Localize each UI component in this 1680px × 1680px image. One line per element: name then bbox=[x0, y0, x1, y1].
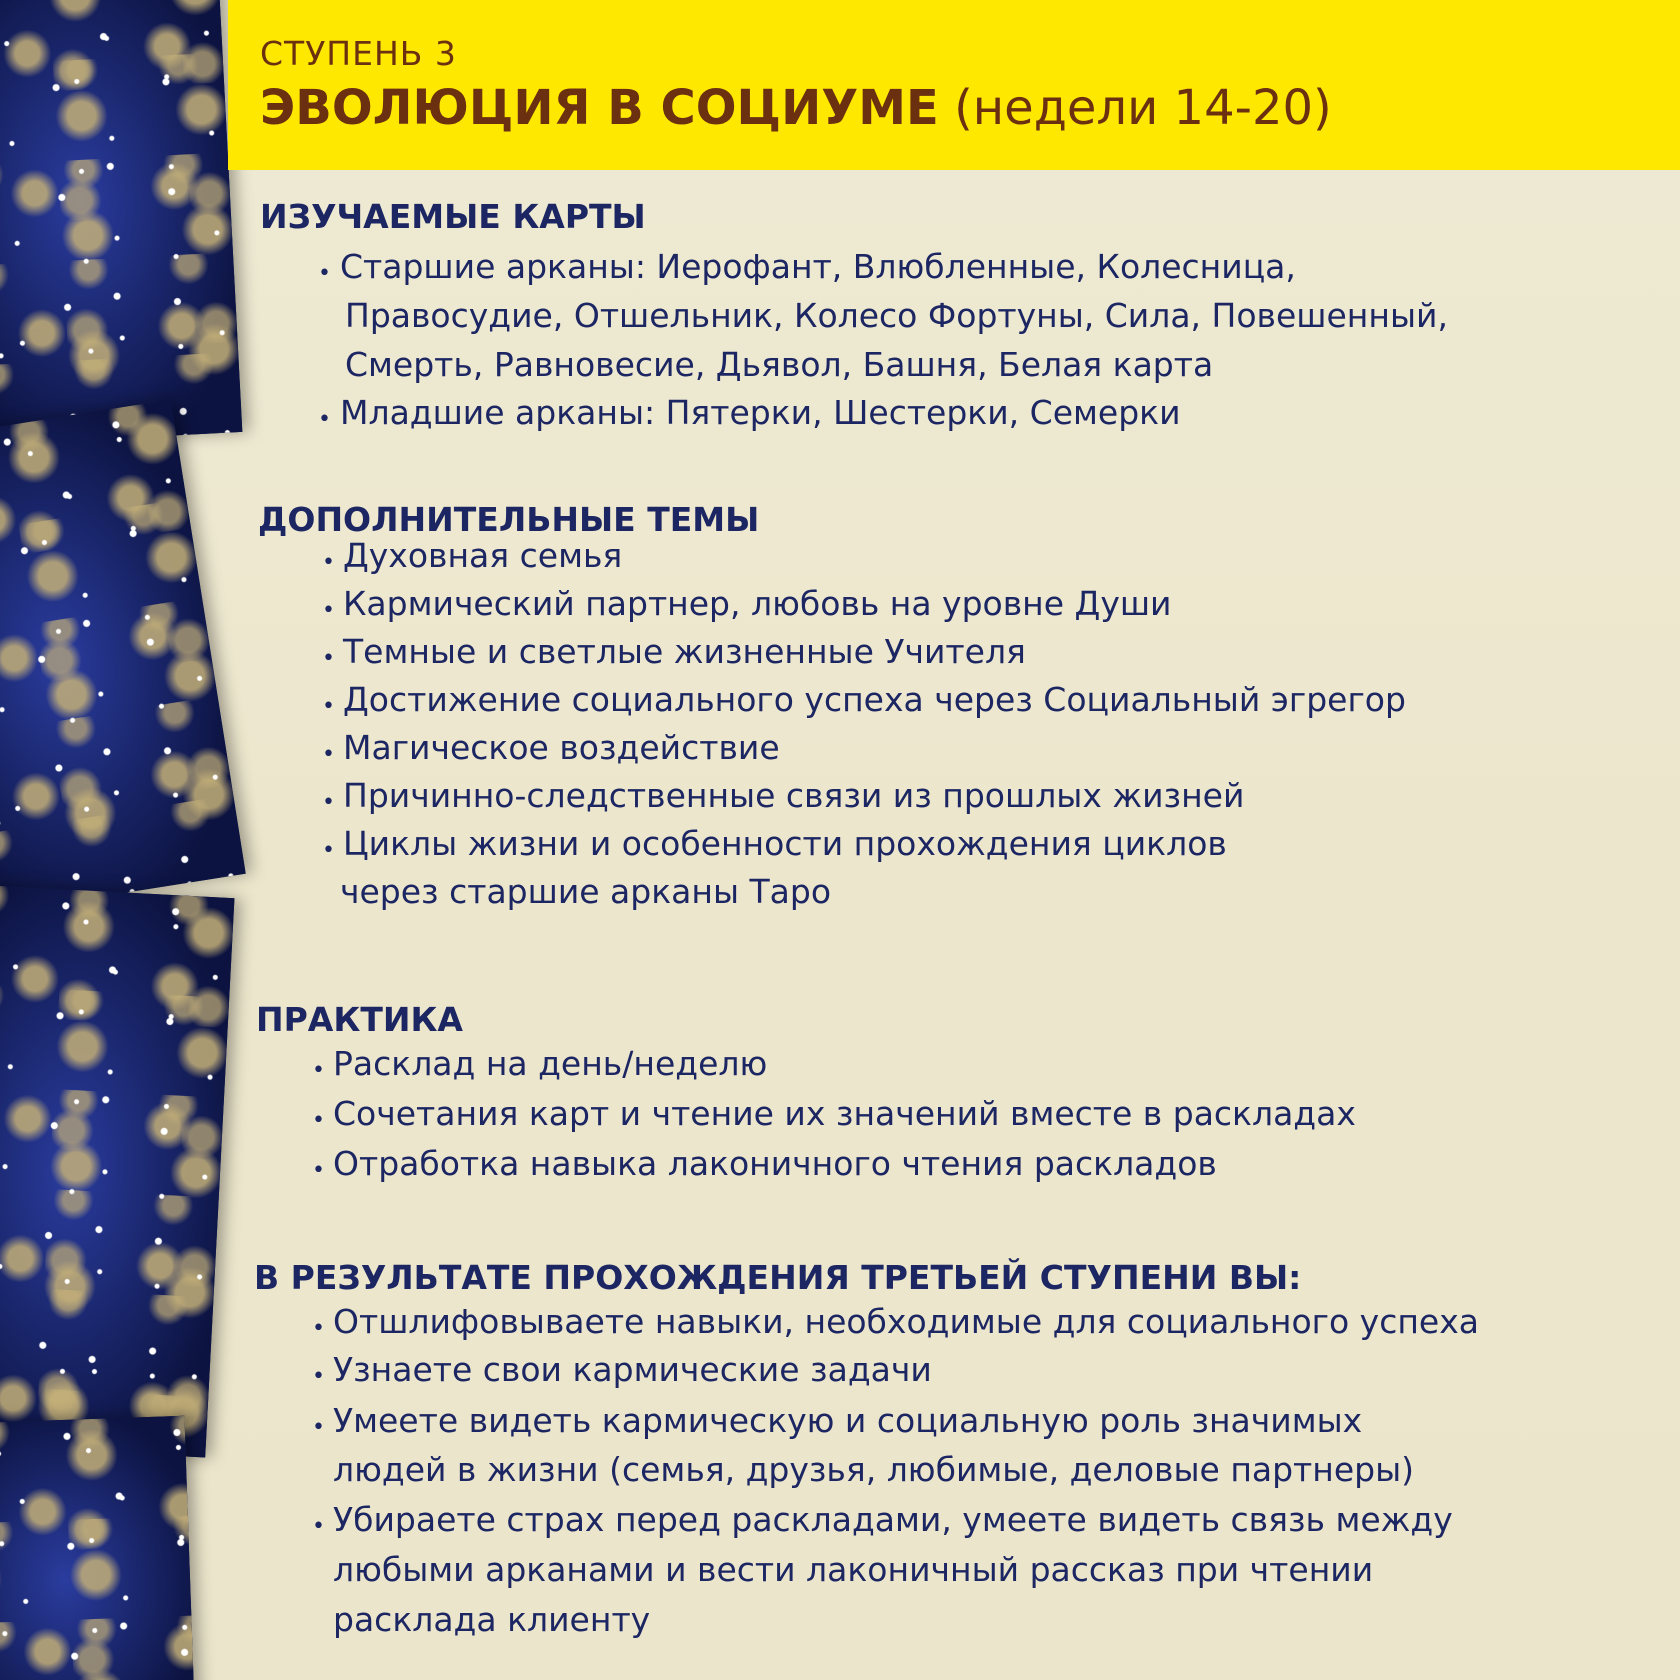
list-item: Сочетания карт и чтение их значений вместе в раскладах bbox=[333, 1094, 1356, 1133]
bullet-icon: • bbox=[322, 550, 335, 575]
list-item: Расклад на день/неделю bbox=[333, 1044, 768, 1083]
star-card-2 bbox=[0, 399, 246, 920]
bullet-icon: • bbox=[322, 694, 335, 719]
list-item-continuation: Правосудие, Отшельник, Колесо Фортуны, Сила, Повешенный, bbox=[345, 296, 1448, 335]
title-weeks: (недели 14-20) bbox=[954, 80, 1332, 136]
list-item-continuation: Смерть, Равновесие, Дьявол, Башня, Белая карта bbox=[345, 345, 1214, 384]
star-card-4 bbox=[0, 1416, 196, 1680]
bullet-icon: • bbox=[318, 407, 331, 432]
bullet-icon: • bbox=[318, 261, 331, 286]
bullet-icon: • bbox=[312, 1108, 325, 1133]
title-main: ЭВОЛЮЦИЯ В СОЦИУМЕ bbox=[260, 80, 939, 136]
list-item: Убираете страх перед раскладами, умеете видеть связь между bbox=[333, 1500, 1453, 1539]
bullet-icon: • bbox=[312, 1058, 325, 1083]
list-item: Кармический партнер, любовь на уровне Души bbox=[343, 584, 1172, 623]
star-pattern-decoration bbox=[0, 0, 300, 1680]
page-title bbox=[260, 80, 1332, 136]
star-card-1 bbox=[0, 0, 242, 448]
bullet-icon: • bbox=[322, 646, 335, 671]
section-heading-cards: ИЗУЧАЕМЫЕ КАРТЫ bbox=[260, 197, 646, 236]
list-item: Причинно-следственные связи из прошлых жизней bbox=[343, 776, 1245, 815]
list-item: Умеете видеть кармическую и социальную роль значимых bbox=[333, 1401, 1363, 1440]
step-label: СТУПЕНЬ 3 bbox=[260, 34, 457, 73]
list-item: Младшие арканы: Пятерки, Шестерки, Семерки bbox=[340, 393, 1181, 432]
bullet-icon: • bbox=[312, 1316, 325, 1341]
bullet-icon: • bbox=[312, 1364, 325, 1389]
star-card-3 bbox=[0, 883, 234, 1458]
list-item: Достижение социального успеха через Социальный эгрегор bbox=[343, 680, 1406, 719]
list-item: Отработка навыка лаконичного чтения раскладов bbox=[333, 1144, 1217, 1183]
list-item: Темные и светлые жизненные Учителя bbox=[343, 632, 1026, 671]
list-item-continuation: людей в жизни (семья, друзья, любимые, деловые партнеры) bbox=[333, 1450, 1415, 1489]
list-item-continuation: любыми арканами и вести лаконичный рассказ при чтении bbox=[333, 1550, 1374, 1589]
list-item: Духовная семья bbox=[343, 536, 623, 575]
section-heading-results: В РЕЗУЛЬТАТЕ ПРОХОЖДЕНИЯ ТРЕТЬЕЙ СТУПЕНИ ВЫ: bbox=[254, 1258, 1302, 1297]
bullet-icon: • bbox=[322, 598, 335, 623]
bullet-icon: • bbox=[322, 742, 335, 767]
section-heading-topics: ДОПОЛНИТЕЛЬНЫЕ ТЕМЫ bbox=[258, 500, 760, 539]
list-item: Отшлифовываете навыки, необходимые для социального успеха bbox=[333, 1302, 1479, 1341]
list-item: Узнаете свои кармические задачи bbox=[333, 1350, 932, 1389]
list-item: Старшие арканы: Иерофант, Влюбленные, Колесница, bbox=[340, 247, 1296, 286]
bullet-icon: • bbox=[312, 1415, 325, 1440]
bullet-icon: • bbox=[322, 790, 335, 815]
list-item: Магическое воздействие bbox=[343, 728, 780, 767]
list-item: Циклы жизни и особенности прохождения циклов bbox=[343, 824, 1227, 863]
bullet-icon: • bbox=[322, 838, 335, 863]
bullet-icon: • bbox=[312, 1158, 325, 1183]
bullet-icon: • bbox=[312, 1514, 325, 1539]
list-item-continuation: расклада клиенту bbox=[333, 1600, 651, 1639]
section-heading-practice: ПРАКТИКА bbox=[256, 1000, 463, 1039]
list-item-continuation: через старшие арканы Таро bbox=[340, 872, 832, 911]
